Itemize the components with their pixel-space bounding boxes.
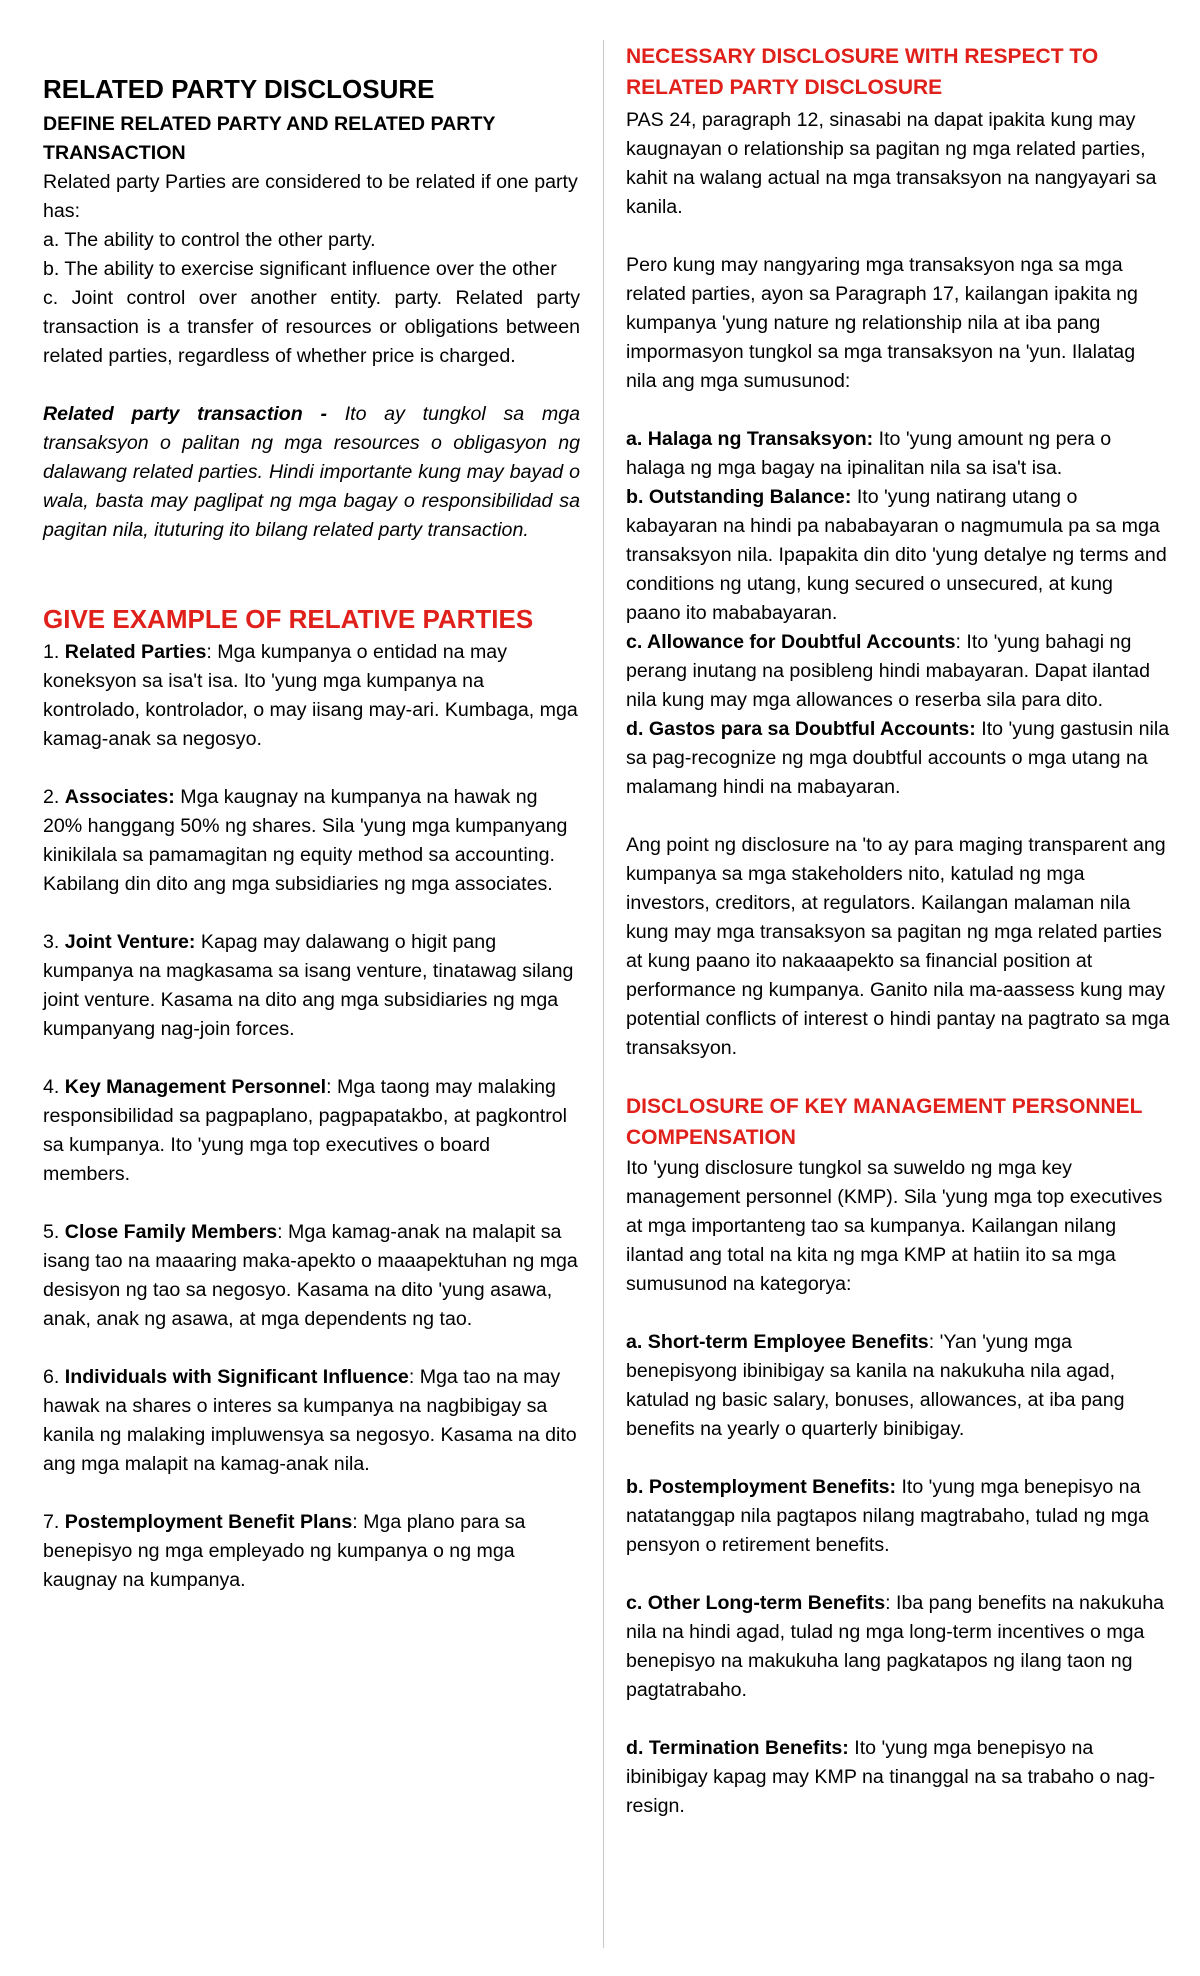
example-term: Associates: <box>64 786 175 808</box>
kmp-item <box>626 1473 1171 1560</box>
necessary-para-1: PAS 24, paragraph 12, sinasabi na dapat ipakita kung may kaugnayan o relationship sa pagitan ng mga related parties, kahit na walang actual na mga transaksyon na nangyayari sa kanila. <box>626 109 1157 218</box>
example-text: Mga taong may malaking responsibilidad sa pagpaplano, pagpapatakbo, at pagkontrol sa kumpanya. Ito 'yung mga top executives o board members. <box>43 1076 567 1185</box>
right-column <box>626 0 1171 1821</box>
example-term: Individuals with Significant Influence <box>64 1366 409 1388</box>
necessary-item-term: a. Halaga ng Transaksyon: <box>626 428 874 450</box>
necessary-item <box>626 483 1171 628</box>
kmp-item-term: a. Short-term Employee Benefits <box>626 1331 929 1353</box>
kmp-item-term: d. Termination Benefits: <box>626 1737 849 1759</box>
example-term: Related Parties <box>64 641 207 663</box>
necessary-item-text: Ito 'yung gastusin nila sa pag-recognize ng mga doubtful accounts o mga utang na malamang hindi na mabayaran. <box>626 718 1170 798</box>
example-item: 4. Key Management Personnel: Mga taong may malaking responsibilidad sa pagpaplano, pagpapatakbo, at pagkontrol sa kumpanya. Ito 'yung mga top executives o board members. <box>43 1076 567 1185</box>
necessary-items <box>626 425 1171 802</box>
example-item: 1. Related Parties: Mga kumpanya o entidad na may koneksyon sa isa't isa. Ito 'yung mga kumpanya na kontrolado, kontrolador, o may iisang may-ari. Kumbaga, mga kamag-anak sa negosyo. <box>43 641 578 750</box>
kmp-item: c. Other Long-term Benefits: Iba pang benefits na nakukuha nila na hindi agad, tulad ng mga long-term incentives o mga benepisyo na makukuha lang pagkatapos ng ilang taon ng pagtatrabaho. <box>626 1592 1164 1701</box>
define-heading: DEFINE RELATED PARTY AND RELATED PARTY TRANSACTION <box>43 113 496 164</box>
necessary-heading: NECESSARY DISCLOSURE WITH RESPECT TO RELATED PARTY DISCLOSURE <box>626 45 1099 99</box>
kmp-item-text: Iba pang benefits na nakukuha nila na hindi agad, tulad ng mga long-term incentives o mga benepisyo na makukuha lang pagkatapos ng ilang taon ng pagtatrabaho. <box>626 1592 1164 1701</box>
page-title: RELATED PARTY DISCLOSURE <box>43 74 435 104</box>
define-line: a. The ability to control the other party. <box>43 229 376 251</box>
example-text: Mga kaugnay na kumpanya na hawak ng 20% hanggang 50% ng shares. Sila 'yung mga kumpanyang kinikilala sa pamamagitan ng equity method sa accounting. Kabilang din dito ang mga subsidiaries ng mga associates. <box>43 786 568 895</box>
example-text: Kapag may dalawang o higit pang kumpanya na magkasama sa isang venture, tinatawag silang joint venture. Kasama na dito ang mga subsidiaries ng mga kumpanyang nag-join forces. <box>43 931 574 1040</box>
kmp-intro: Ito 'yung disclosure tungkol sa suweldo ng mga key management personnel (KMP). Sila 'yung mga top executives at mga importanteng tao sa kumpanya. Kailangan nilang ilantad ang total na kita ng mga KMP at hatiin ito sa mga sumusunod na kategorya: <box>626 1157 1163 1295</box>
necessary-item: c. Allowance for Doubtful Accounts: Ito 'yung bahagi ng perang inutang na posibleng hindi mabayaran. Dapat ilantad nila kung may mga allowances o reserba sila para dito. <box>626 631 1150 711</box>
example-term: Close Family Members <box>64 1221 278 1243</box>
example-text: Mga tao na may hawak na shares o interes sa kumpanya na nagbibigay sa kanila ng malaking impluwensya sa negosyo. Kasama na dito ang mga malapit na kamag-anak nila. <box>43 1366 577 1475</box>
kmp-item-term: b. Postemployment Benefits: <box>626 1476 896 1498</box>
example-item: 5. Close Family Members: Mga kamag-anak na malapit sa isang tao na maaaring maka-apekto o maaapektuhan ng mga desisyon ng tao sa negosyo. Kasama na dito 'yung asawa, anak, anak ng asawa, at mga dependents ng tao. <box>43 1221 578 1330</box>
define-line: c. Joint control over another entity. party. Related party transaction is a transfer of resources or obligations between related parties, regardless of whether price is charged. <box>43 287 580 367</box>
kmp-item: a. Short-term Employee Benefits: 'Yan 'yung mga benepisyong ibinibigay sa kanila na nakukuha nila agad, katulad ng basic salary, bonuses, allowances, at iba pang benefits na yearly o quarterly binibigay. <box>626 1331 1125 1440</box>
necessary-item-text: Ito 'yung amount ng pera o halaga ng mga bagay na ipinalitan nila sa isa't isa. <box>626 428 1112 479</box>
define-line: Related party Parties are considered to be related if one party has: <box>43 171 578 222</box>
column-divider <box>603 40 604 1948</box>
necessary-item-text: Ito 'yung natirang utang o kabayaran na hindi pa nababayaran o nagmumula pa sa mga transaksyon nila. Ipapakita din dito 'yung detalye ng terms and conditions ng utang, kung secured o unsecured, at kung paano ito mababayaran. <box>626 486 1167 624</box>
necessary-para-2: Pero kung may nangyaring mga transaksyon nga sa mga related parties, ayon sa Paragraph 17, kailangan ipakita ng kumpanya 'yung nature ng relationship nila at iba pang impormasyon tungkol sa mga transaksyon na 'yun. Ilalatag nila ang mga sumusunod: <box>626 254 1138 392</box>
necessary-item-term: c. Allowance for Doubtful Accounts <box>626 631 956 653</box>
examples-list <box>43 638 580 1595</box>
define-line: b. The ability to exercise significant influence over the other <box>43 258 557 280</box>
example-term: Joint Venture: <box>64 931 196 953</box>
example-item: 3. Joint Venture: Kapag may dalawang o higit pang kumpanya na magkasama sa isang venture, tinatawag silang joint venture. Kasama na dito ang mga subsidiaries ng mga kumpanyang nag-join forces. <box>43 931 574 1040</box>
kmp-item-term: c. Other Long-term Benefits <box>626 1592 886 1614</box>
kmp-heading: DISCLOSURE OF KEY MANAGEMENT PERSONNEL COMPENSATION <box>626 1095 1143 1149</box>
left-column <box>43 0 580 1595</box>
necessary-item-text: Ito 'yung bahagi ng perang inutang na posibleng hindi mabayaran. Dapat ilantad nila kung may mga allowances o reserba sila para dito. <box>626 631 1150 711</box>
rpt-body: Ito ay tungkol sa mga transaksyon o palitan ng mga resources o obligasyon ng dalawang related parties. Hindi importante kung may bayad o wala, basta may paglipat ng mga bagay o responsibilidad sa pagitan nila, ituturing ito bilang related party transaction. <box>43 403 581 541</box>
example-text: Mga kamag-anak na malapit sa isang tao na maaaring maka-apekto o maaapektuhan ng mga desisyon ng tao sa negosyo. Kasama na dito 'yung asawa, anak, anak ng asawa, at mga dependents ng tao. <box>43 1221 578 1330</box>
example-item: 2. Associates: Mga kaugnay na kumpanya na hawak ng 20% hanggang 50% ng shares. Sila 'yung mga kumpanyang kinikilala sa pamamagitan ng equity method sa accounting. Kabilang din dito ang mga subsidiaries ng mga associates. <box>43 786 568 895</box>
necessary-item-term: b. Outstanding Balance: <box>626 486 852 508</box>
necessary-item-term: d. Gastos para sa Doubtful Accounts: <box>626 718 976 740</box>
necessary-para-3: Ang point ng disclosure na 'to ay para maging transparent ang kumpanya sa mga stakeholders nito, katulad ng mga investors, creditors, at regulators. Kailangan malaman nila kung may mga transaksyon sa pagitan ng mga related parties at kung paano ito nakaaapekto sa financial position at performance ng kumpanya. Ganito nila ma-aassess kung may potential conflicts of interest o hindi pantay na pagtrato sa mga transaksyon. <box>626 834 1170 1059</box>
necessary-item <box>626 425 1171 483</box>
rpt-term: Related party transaction - <box>43 403 345 425</box>
examples-heading: GIVE EXAMPLE OF RELATIVE PARTIES <box>43 604 534 634</box>
kmp-item-text: 'Yan 'yung mga benepisyong ibinibigay sa kanila na nakukuha nila agad, katulad ng basic salary, bonuses, allowances, at iba pang benefits na yearly o quarterly binibigay. <box>626 1331 1125 1440</box>
example-text: Mga plano para sa benepisyo ng mga empleyado ng kumpanya o ng mga kaugnay na kumpanya. <box>43 1511 526 1591</box>
rpt-definition <box>43 400 580 545</box>
kmp-item-text: Ito 'yung mga benepisyo na natatanggap nila pagtapos nilang magtrabaho, tulad ng mga pensyon o retirement benefits. <box>626 1476 1149 1556</box>
example-text: Mga kumpanya o entidad na may koneksyon sa isa't isa. Ito 'yung mga kumpanya na kontrolado, kontrolador, o may iisang may-ari. Kumbaga, mga kamag-anak sa negosyo. <box>43 641 578 750</box>
kmp-item-text: Ito 'yung mga benepisyo na ibinibigay kapag may KMP na tinanggal na sa trabaho o nag-resign. <box>626 1737 1156 1817</box>
example-term: Key Management Personnel <box>64 1076 327 1098</box>
example-item: 6. Individuals with Significant Influence: Mga tao na may hawak na shares o interes sa kumpanya na nagbibigay sa kanila ng malaking impluwensya sa negosyo. Kasama na dito ang mga malapit na kamag-anak nila. <box>43 1366 577 1475</box>
define-block <box>43 168 580 371</box>
necessary-item <box>626 715 1171 802</box>
example-item: 7. Postemployment Benefit Plans: Mga plano para sa benepisyo ng mga empleyado ng kumpanya o ng mga kaugnay na kumpanya. <box>43 1511 526 1591</box>
kmp-items <box>626 1328 1171 1821</box>
example-term: Postemployment Benefit Plans <box>64 1511 353 1533</box>
kmp-item <box>626 1734 1171 1821</box>
